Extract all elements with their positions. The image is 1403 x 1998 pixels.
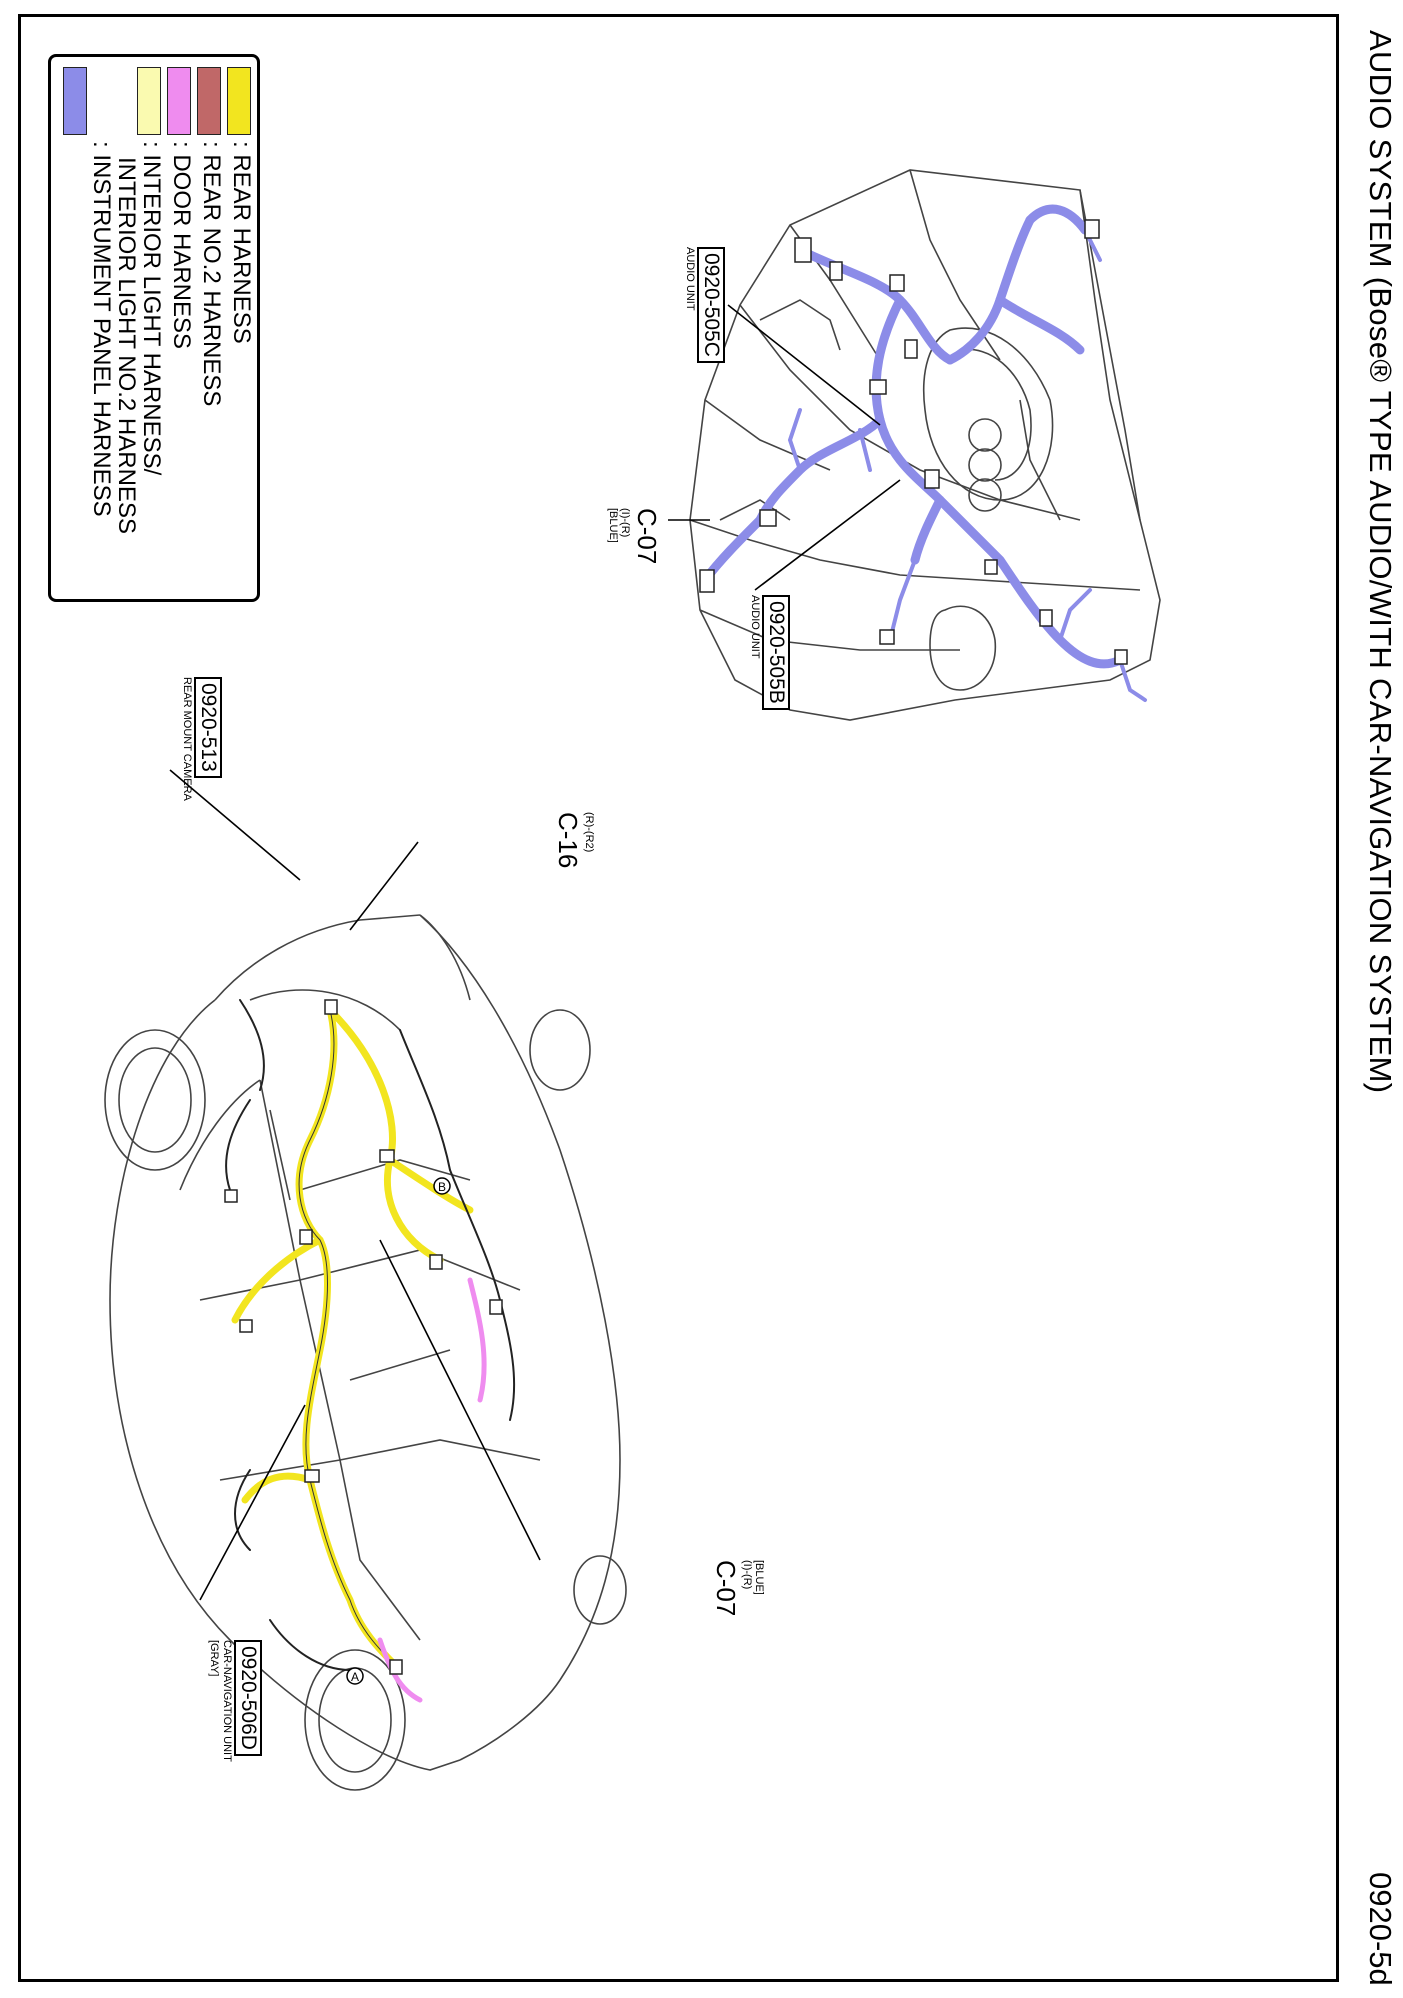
svg-text:A: A [350, 1670, 360, 1684]
callout-513-desc: REAR MOUNT CAMERA [181, 677, 193, 801]
legend-label-door: : DOOR HARNESS [168, 141, 195, 350]
svg-text:B: B [437, 1180, 447, 1194]
connector-c07-car-pins: (I)-(R) [741, 1560, 753, 1590]
legend-label-rear-no2: : REAR NO.2 HARNESS [198, 141, 225, 407]
page-title: AUDIO SYSTEM (Bose® TYPE AUDIO/WITH CAR-NAVIGATION SYSTEM) [1363, 30, 1398, 1094]
connector-c07-dash [607, 508, 662, 564]
car-leader-lines [170, 770, 540, 1600]
callout-513 [181, 677, 222, 801]
connector-c07-dash-pins: (I)-(R) [619, 508, 631, 538]
callout-506d-desc: CAR-NAVIGATION UNIT [221, 1640, 233, 1762]
connector-c07-dash-name: C-07 [632, 508, 662, 565]
marker-b [434, 1178, 450, 1194]
page-number: 0920-5d [1363, 1872, 1398, 1986]
car-thin-wiring [226, 1000, 514, 1670]
connector-c07-car [710, 1560, 765, 1616]
callout-505b-desc: AUDIO UNIT [749, 595, 761, 659]
connector-c07-car-color: [BLUE] [753, 1560, 765, 1595]
car-connectors [225, 1000, 502, 1674]
callout-505b-code: 0920-505B [762, 595, 790, 710]
callout-505c [684, 247, 725, 363]
connector-c16 [552, 812, 595, 868]
connector-c07-dash-color: [BLUE] [607, 508, 619, 543]
callout-513-code: 0920-513 [194, 677, 222, 778]
callout-505c-code: 0920-505C [697, 247, 725, 363]
car-body-outline [110, 915, 620, 1770]
marker-a [347, 1668, 363, 1684]
callout-505c-desc: AUDIO UNIT [684, 247, 696, 311]
callout-506d-color: [GRAY] [208, 1640, 220, 1677]
callout-506d-code: 0920-506D [234, 1640, 262, 1756]
legend-label-interior-light: : INTERIOR LIGHT HARNESS/ [138, 141, 165, 476]
callout-505b [749, 595, 790, 710]
rear-harness [235, 1010, 470, 1665]
legend-label-instrument-panel: : INSTRUMENT PANEL HARNESS [88, 141, 115, 517]
legend-label-rear: : REAR HARNESS [228, 141, 255, 344]
connector-c16-pins: (R)-(R2) [583, 812, 595, 853]
dash-vents [969, 419, 1001, 511]
car-wheels [105, 1010, 626, 1790]
callout-506d [208, 1640, 262, 1762]
legend-label-interior-light-no2: INTERIOR LIGHT NO.2 HARNESS [113, 157, 140, 534]
connector-c07-car-name: C-07 [711, 1560, 741, 1617]
connector-c16-name: C-16 [553, 812, 583, 869]
